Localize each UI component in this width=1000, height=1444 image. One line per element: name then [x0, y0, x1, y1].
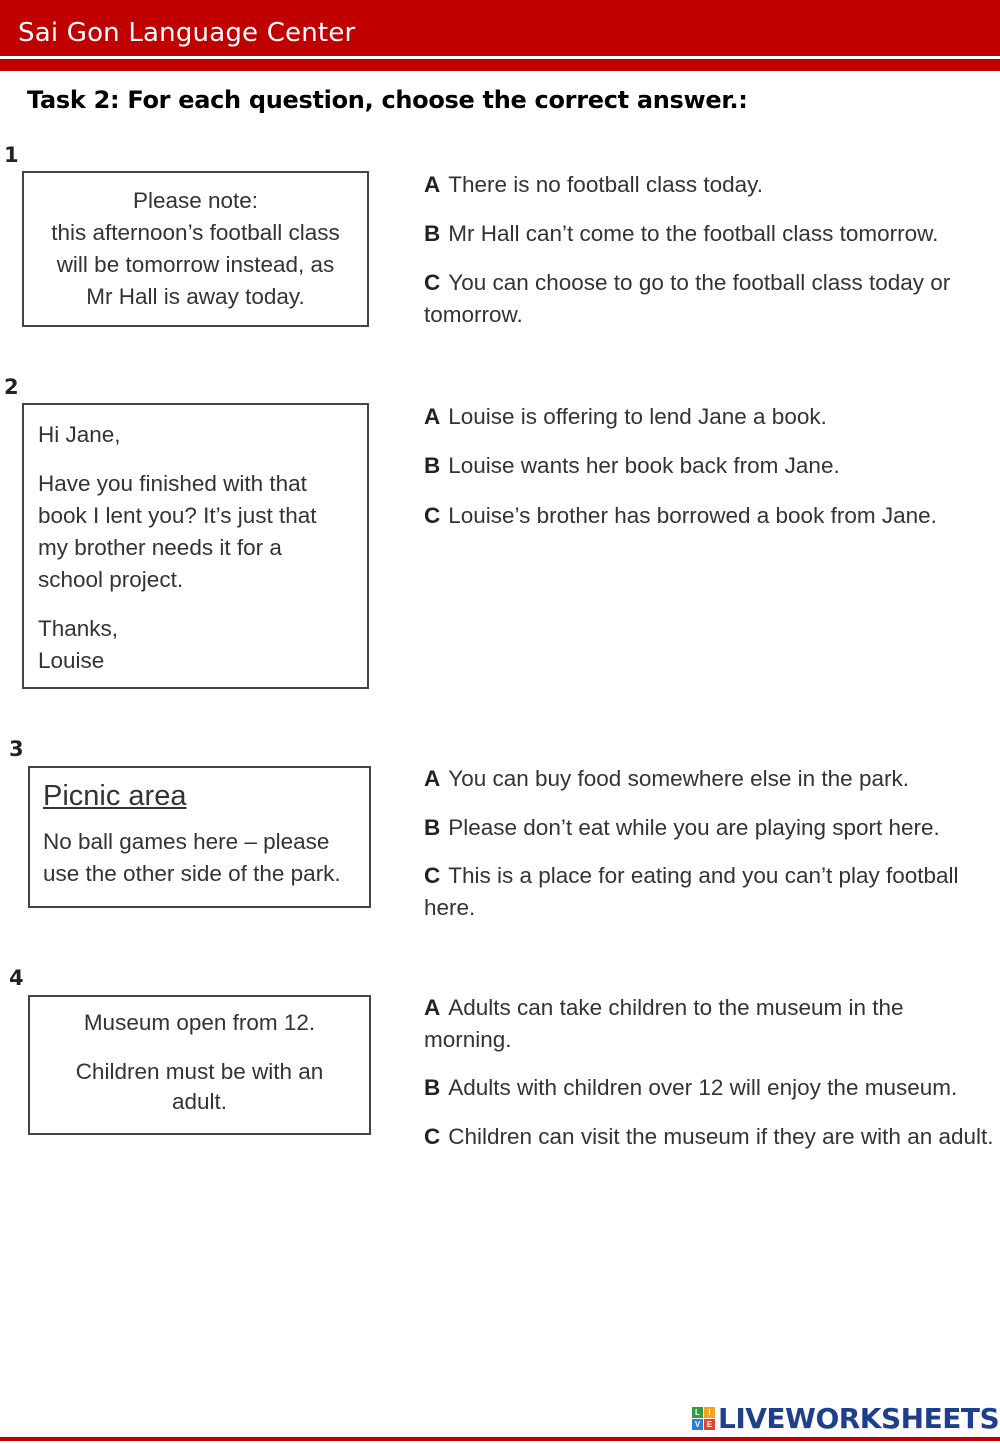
- question-number-2: 2: [4, 375, 19, 399]
- option-text: This is a place for eating and you can’t play football here.: [424, 863, 959, 920]
- option-letter: A: [424, 766, 441, 791]
- notice-signoff: Thanks,: [38, 616, 119, 641]
- notice-box-3: [28, 766, 371, 908]
- question-number-3: 3: [9, 737, 24, 761]
- option-text: Louise’s brother has borrowed a book from Jane.: [448, 503, 937, 528]
- option-text: You can choose to go to the football class today or tomorrow.: [424, 270, 951, 327]
- option-letter: C: [424, 270, 441, 295]
- option-letter: A: [424, 995, 441, 1020]
- header-bar: [0, 0, 1000, 56]
- footer-divider: [0, 1437, 1000, 1441]
- liveworksheets-icon: [692, 1407, 715, 1430]
- notice-heading: Picnic area: [43, 780, 187, 812]
- header-divider: [0, 59, 1000, 71]
- option-letter: C: [424, 863, 441, 888]
- option-text: Adults with children over 12 will enjoy the museum.: [448, 1075, 958, 1100]
- task-title: Task 2: For each question, choose the correct answer.:: [27, 86, 748, 114]
- question-number-1: 1: [4, 143, 19, 167]
- option-letter: A: [424, 404, 441, 429]
- notice-line: this afternoon’s football class: [51, 220, 340, 245]
- question-number-4: 4: [9, 966, 24, 990]
- option-2c[interactable]: [424, 500, 996, 532]
- option-text: Adults can take children to the museum in the morning.: [424, 995, 904, 1052]
- notice-line: Please note:: [132, 188, 259, 213]
- notice-body: Have you finished with that book I lent you? It’s just that my brother needs it for a school project.: [38, 471, 317, 592]
- notice-body: No ball games here – please use the other side of the park.: [43, 829, 341, 886]
- option-2b[interactable]: [424, 450, 996, 482]
- option-letter: B: [424, 453, 441, 478]
- option-text: Children can visit the museum if they are with an adult.: [448, 1124, 994, 1149]
- option-text: Please don’t eat while you are playing sport here.: [448, 815, 940, 840]
- option-4c[interactable]: [424, 1121, 996, 1153]
- option-text: Louise is offering to lend Jane a book.: [448, 404, 827, 429]
- option-2a[interactable]: [424, 401, 996, 433]
- notice-signature: Louise: [38, 648, 105, 673]
- option-text: There is no football class today.: [448, 172, 763, 197]
- option-3a[interactable]: [424, 763, 996, 795]
- option-1b[interactable]: [424, 218, 996, 250]
- brand-name: LIVEWORKSHEETS: [718, 1401, 1000, 1435]
- option-4b[interactable]: [424, 1072, 996, 1104]
- logo-tile: L: [692, 1407, 703, 1418]
- option-1a[interactable]: [424, 169, 996, 201]
- option-4a[interactable]: [424, 992, 996, 1056]
- notice-box-4: [28, 995, 371, 1135]
- option-text: You can buy food somewhere else in the park.: [448, 766, 909, 791]
- option-3b[interactable]: [424, 812, 996, 844]
- option-text: Mr Hall can’t come to the football class tomorrow.: [448, 221, 939, 246]
- notice-line: will be tomorrow instead, as: [56, 252, 335, 277]
- notice-greeting: Hi Jane,: [38, 422, 121, 447]
- header-title: Sai Gon Language Center: [18, 18, 356, 48]
- logo-tile: V: [692, 1419, 703, 1430]
- logo-tile: I: [704, 1407, 715, 1418]
- notice-box-2: [22, 403, 369, 689]
- option-letter: B: [424, 221, 441, 246]
- option-3c[interactable]: [424, 860, 996, 924]
- option-letter: A: [424, 172, 441, 197]
- option-text: Louise wants her book back from Jane.: [448, 453, 840, 478]
- option-letter: B: [424, 1075, 441, 1100]
- option-letter: C: [424, 503, 441, 528]
- notice-line: Children must be with an adult.: [75, 1059, 324, 1114]
- liveworksheets-logo: [692, 1401, 999, 1435]
- logo-tile: E: [704, 1419, 715, 1430]
- option-letter: C: [424, 1124, 441, 1149]
- notice-line: Mr Hall is away today.: [86, 284, 305, 309]
- option-letter: B: [424, 815, 441, 840]
- notice-line: Museum open from 12.: [83, 1010, 316, 1035]
- notice-box-1: [22, 171, 369, 327]
- option-1c[interactable]: [424, 267, 996, 331]
